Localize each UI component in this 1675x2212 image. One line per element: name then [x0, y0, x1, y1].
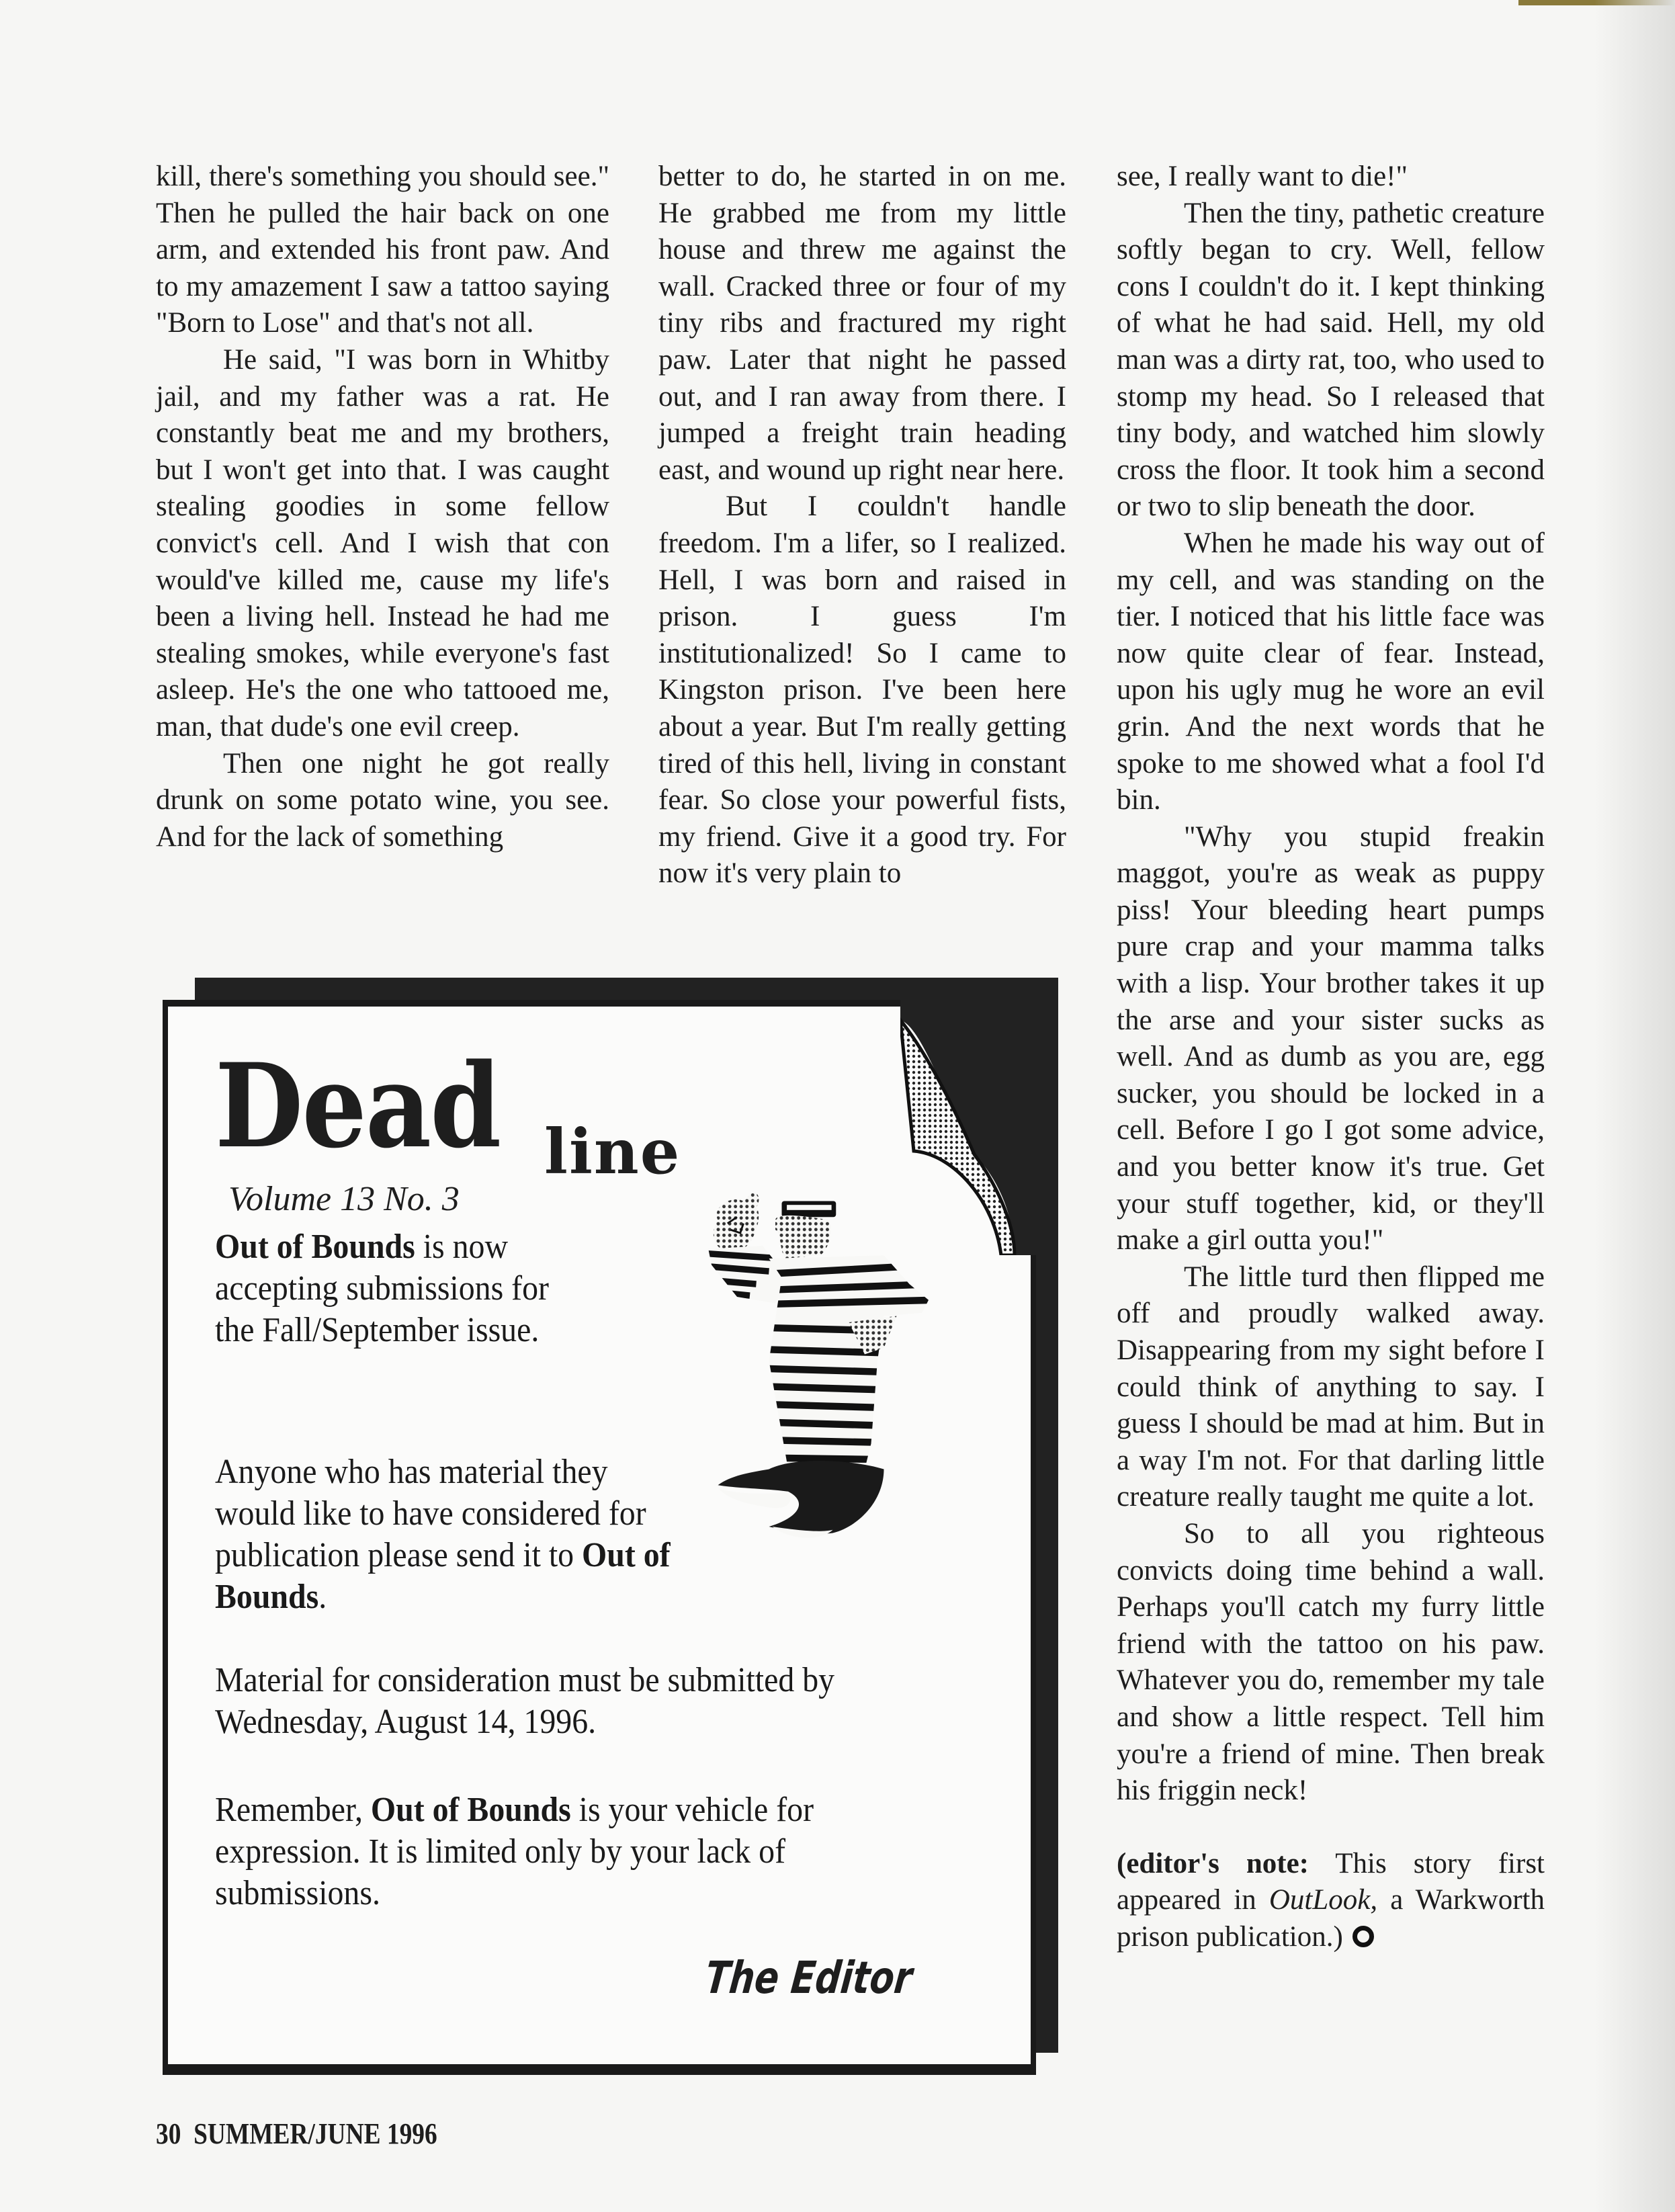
editor-note-label: (editor's note:	[1117, 1847, 1309, 1879]
page-number: 30	[156, 2117, 181, 2150]
paragraph: So to all you righteous convicts doing time behind a wall. Perhaps you'll catch my furry little friend with the tattoo on his paw. Whatever you do, remember my tale and show a little respect. Tell him you're a friend of mine. Then break his friggin neck!	[1117, 1517, 1545, 1807]
deadline-date-paragraph: Material for consideration must be submitted by Wednesday, August 14, 1996.	[215, 1661, 835, 1741]
paragraph: Then the tiny, pathetic creature softly began to cry. Well, fellow cons I couldn't do it. I kept thinking of what he had said. Hell, my old man was a dirty rat, too, who used to stomp my head. So I released that tiny body, and watched him slowly cross the floor. It took him a second or two to slip beneath the door.	[1117, 197, 1545, 523]
paragraph: kill, there's something you should see." Then he pulled the hair back on one arm, and extended his front paw. And to my amazement I saw a tattoo saying "Born to Lose" and that's not all.	[156, 161, 609, 339]
issue-label: SUMMER/JUNE 1996	[194, 2117, 437, 2150]
paragraph: better to do, he started in on me. He grabbed me from my little house and threw me against the wall. Cracked three or four of my tiny ribs and fractured my right paw. Later that night he passed out, and I ran away from there. I jumped a freight train heading east, and wound up right near here.	[658, 161, 1066, 486]
article-column-3	[1117, 159, 1545, 1956]
volume-label: Volume 13 No. 3	[228, 1180, 460, 1218]
page-footer	[156, 2117, 437, 2151]
notice-paragraph: Out of Bounds is now accepting submissions for the Fall/September issue.	[215, 1228, 549, 1349]
page-shadow	[1594, 0, 1675, 2212]
end-of-story-icon	[1352, 1926, 1374, 1947]
editor-signature: The Editor	[702, 1952, 915, 2004]
paragraph: But I couldn't handle freedom. I'm a lifer, so I realized. Hell, I was born and raised in prison. I guess I'm institutionalized! So I came to Kingston prison. I've been here about a year. But I'm really getting tired of this hell, living in constant fear. So close your powerful fists, my friend. Give it a good try. For now it's very plain to	[658, 491, 1066, 890]
paragraph: Then one night he got really drunk on some potato wine, you see. And for the lack of something	[156, 747, 609, 853]
paragraph: see, I really want to die!"	[1117, 161, 1408, 192]
deadline-title: Dead line	[215, 1037, 681, 1188]
prisoner-illustration-icon	[692, 1169, 961, 1552]
paragraph: The little turd then flipped me off and proudly walked away. Disappearing from my sight before I could think of anything to say. I guess I should be mad at him. But in a way I'm not. For that darling little creature really taught me quite a lot.	[1117, 1261, 1545, 1513]
notice-paragraph: Remember, Out of Bounds is your vehicle for expression. It is limited only by your lack of submissions.	[215, 1791, 814, 1912]
article-column-2	[658, 159, 1066, 892]
paragraph: When he made his way out of my cell, and was standing on the tier. I noticed that his little face was now quite clear of fear. Instead, upon his ugly mug he wore an evil grin. And the next words that he spoke to me showed what a fool I'd bin.	[1117, 527, 1545, 816]
paragraph: He said, "I was born in Whitby jail, and my father was a rat. He constantly beat me and my brothers, but I won't get into that. I was caught stealing goodies in some fellow convict's cell. And I wish that con would've killed me, cause my life's been a living hell. Instead he had me stealing smokes, while everyone's fast asleep. He's the one who tattooed me, man, that dude's one evil creep.	[156, 343, 609, 742]
box-shadow	[1035, 978, 1058, 2053]
notice-paragraph: Anyone who has material they would like to have considered for publication please send it to Out of Bounds.	[215, 1453, 671, 1616]
paragraph: "Why you stupid freakin maggot, you're as weak as puppy piss! Your bleeding heart pumps pure crap and your mamma talks with a lisp. Your brother takes it up the arse and your sister sucks as well. And as dumb as you are, egg sucker, you should be locked in a cell. Before I go I got some advice, and you better know it's true. Get your stuff together, kid, or they'll make a girl outta you!"	[1117, 820, 1545, 1257]
editor-note: (editor's note: This story first appeared in OutLook, a Warkworth prison publication.)	[1117, 1847, 1545, 1953]
publication-name: OutLook,	[1269, 1884, 1378, 1916]
article-column-1	[156, 159, 609, 855]
